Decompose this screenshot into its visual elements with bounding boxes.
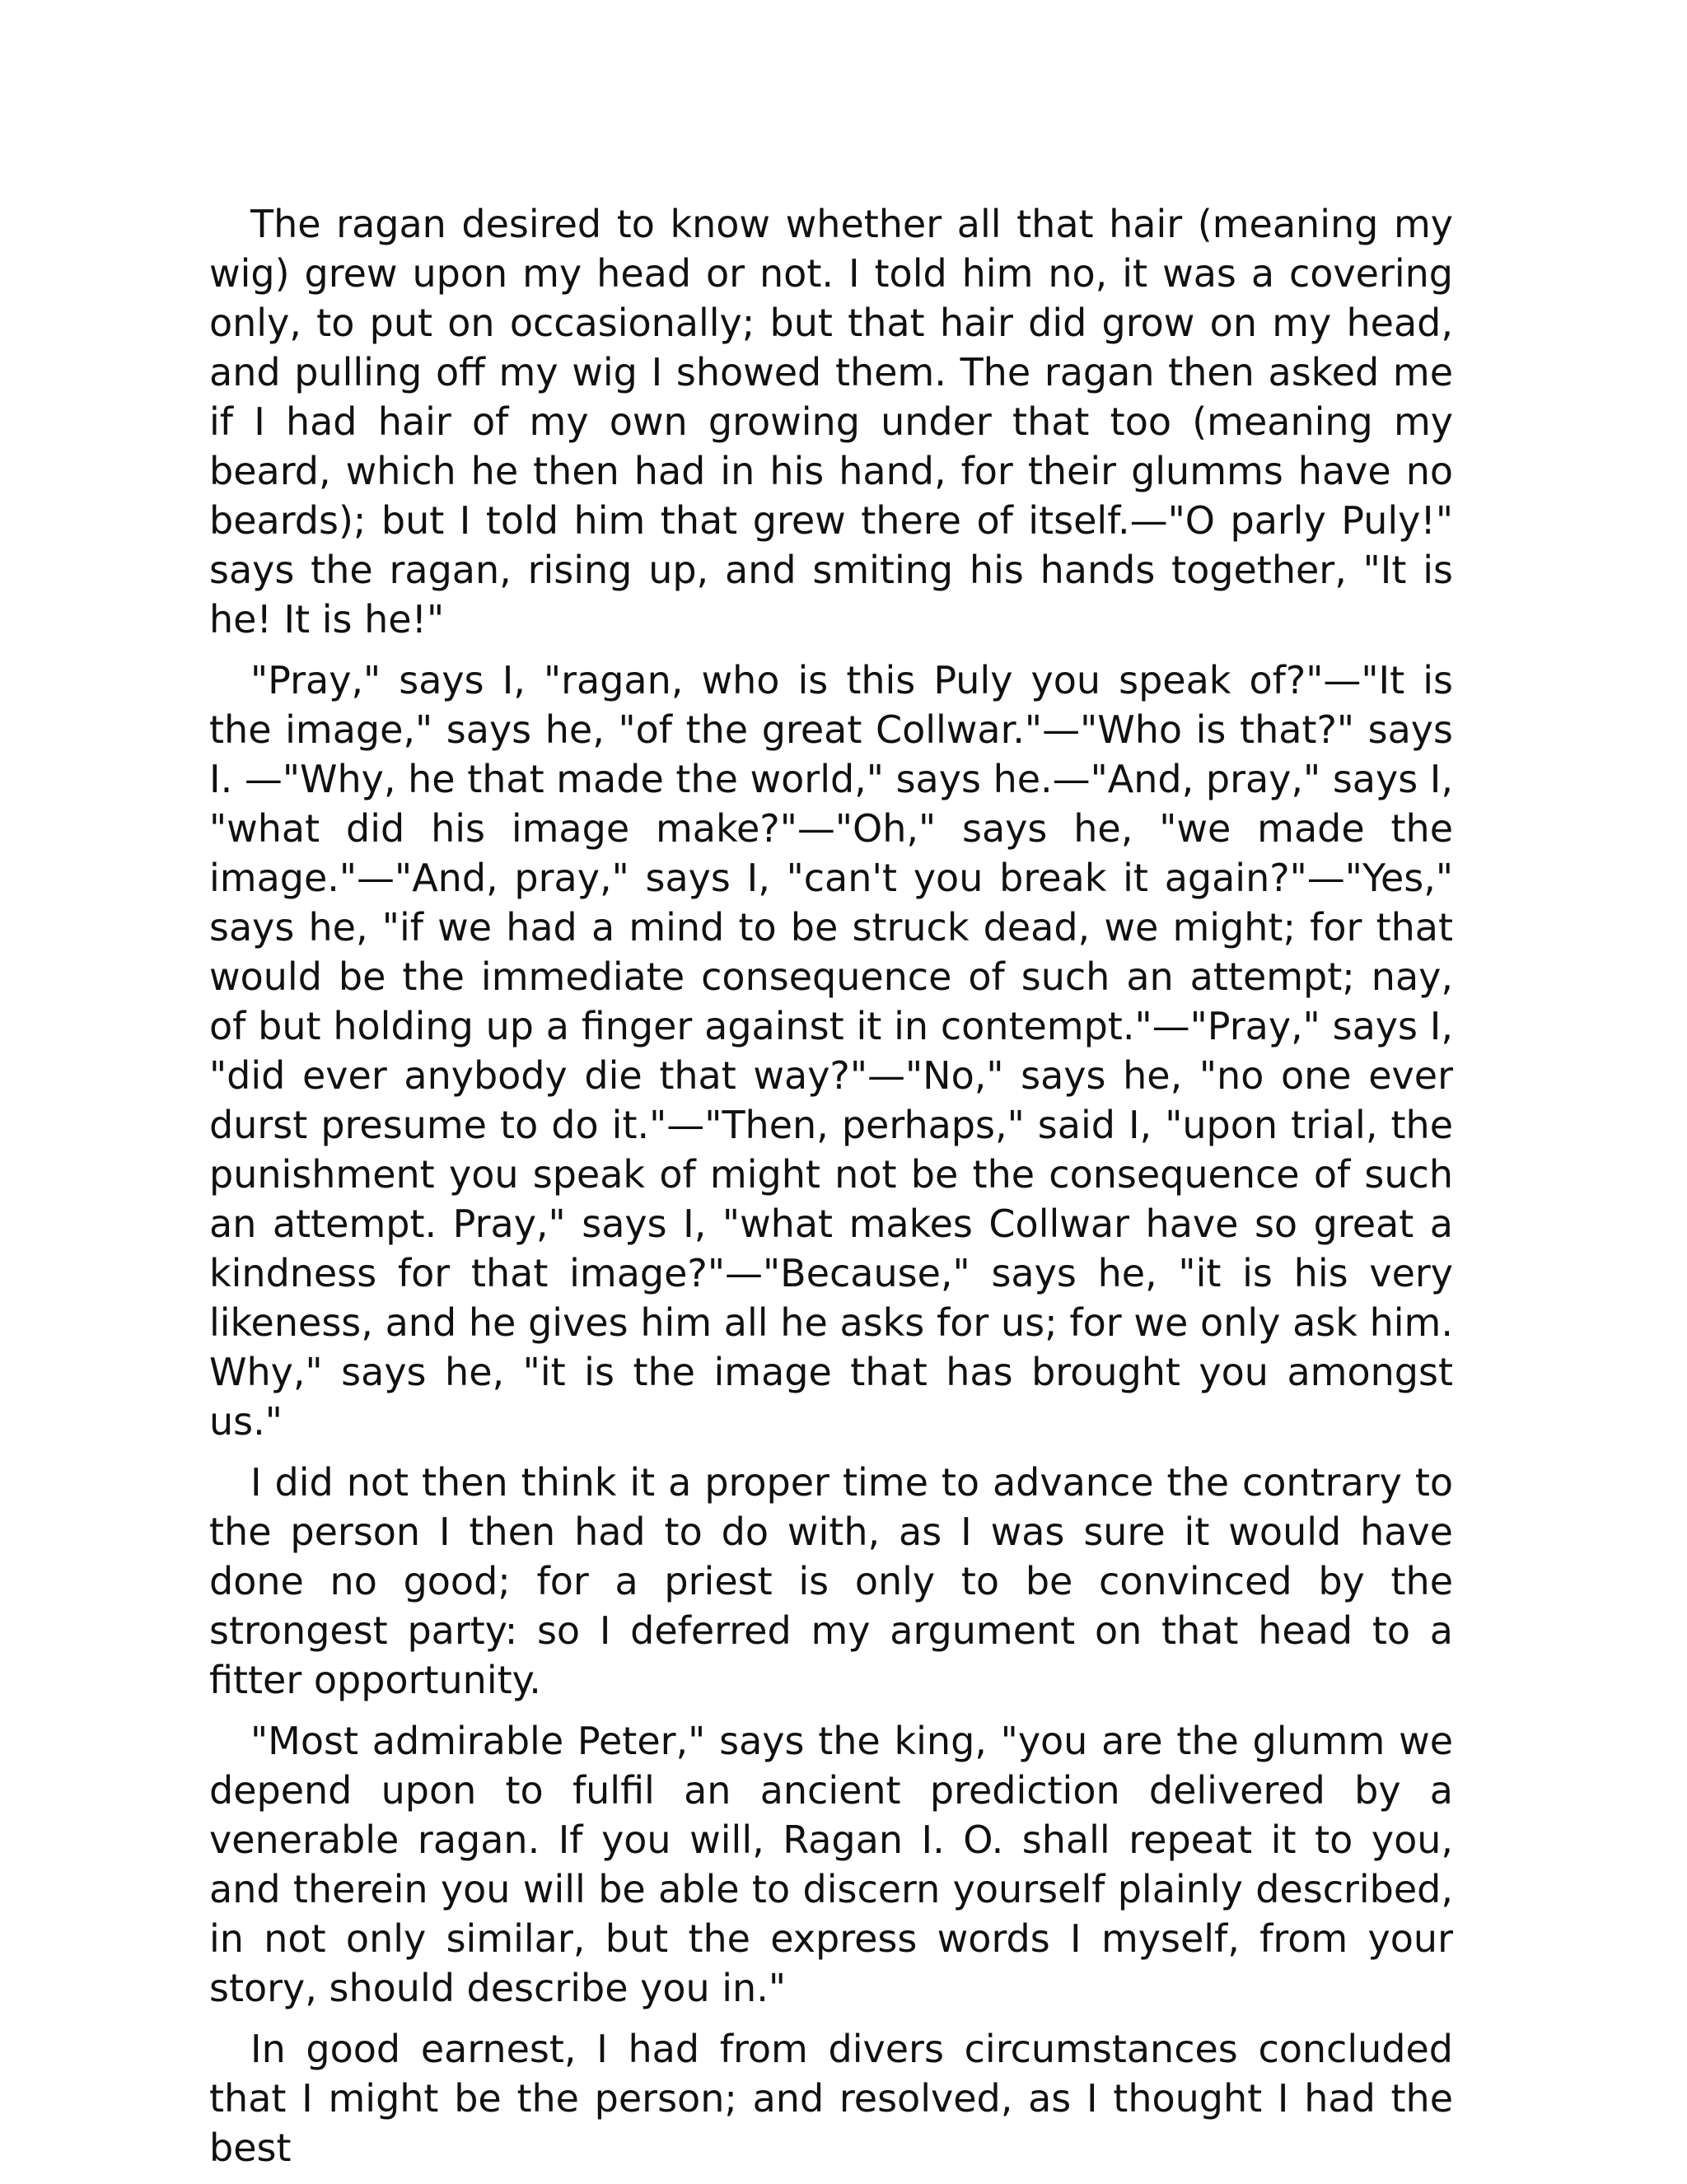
paragraph-3: I did not then think it a proper time to advance the contrary to the person I then had to do with, as I was sure it would have done no good; for a priest is only to be convinced by the strongest party: so I deferred my argument on that head to a fitter opportunity. <box>209 1460 1453 1702</box>
paragraph-5: In good earnest, I had from divers circumstances concluded that I might be the person; and resolved, as I thought I had the best <box>209 2027 1453 2170</box>
paragraph-2: "Pray," says I, "ragan, who is this Puly you speak of?"—"It is the image," says he, "of the great Collwar."—"Who is that?" says I. —"Why, he that made the world," says he.—"And, pray," says I, "what did his image make?"—"Oh," says he, "we made the image."—"And, pray," says I, "can't you break it again?"—"Yes," says he, "if we had a mind to be struck dead, we might; for that would be the immediate consequence of such an attempt; nay, of but holding up a finger against it in contempt."—"Pray," says I, "did ever anybody die that way?"—"No," says he, "no one ever durst presume to do it."—"Then, perhaps," said I, "upon trial, the punishment you speak of might not be the consequence of such an attempt. Pray," says I, "what makes Collwar have so great a kindness for that image?"—"Because," says he, "it is his very likeness, and he gives him all he asks for us; for we only ask him. Why," says he, "it is the image that has brought you amongst us." <box>209 658 1453 1444</box>
paragraph-1: The ragan desired to know whether all that hair (meaning my wig) grew upon my head or not. I told him no, it was a covering only, to put on occasionally; but that hair did grow on my head, and pulling off my wig I showed them. The ragan then asked me if I had hair of my own growing under that too (meaning my beard, which he then had in his hand, for their glumms have no beards); but I told him that grew there of itself.—"O parly Puly!" says the ragan, rising up, and smiting his hands together, "It is he! It is he!" <box>209 202 1453 642</box>
page-body <box>209 199 1453 2184</box>
paragraph-4: "Most admirable Peter," says the king, "you are the glumm we depend upon to fulfil an ancient prediction delivered by a venerable ragan. If you will, Ragan I. O. shall repeat it to you, and therein you will be able to discern yourself plainly described, in not only similar, but the express words I myself, from your story, should describe you in." <box>209 1719 1453 2010</box>
